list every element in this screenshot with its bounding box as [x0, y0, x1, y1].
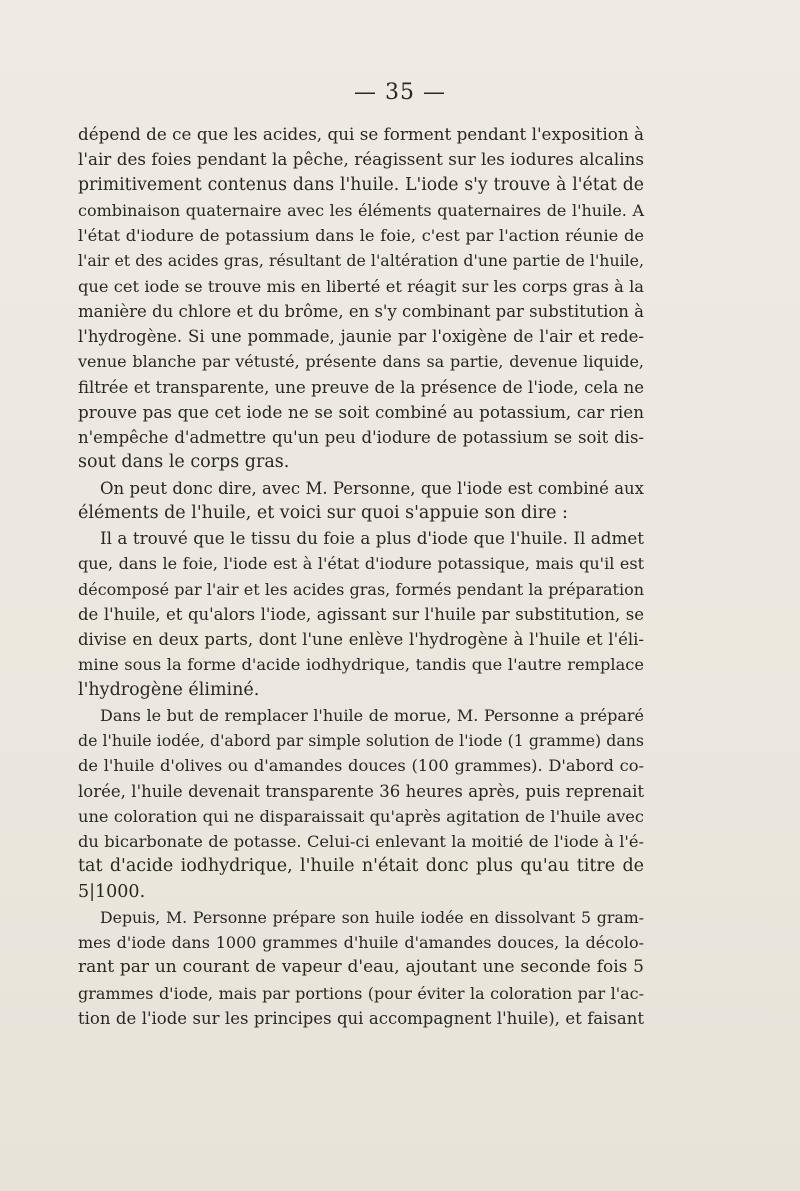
text-line: que cet iode se trouve mis en liberté et réagit sur les corps gras à la	[78, 276, 644, 296]
text-line: l'hydrogène. Si une pommade, jaunie par l'oxigène de l'air et rede-	[78, 327, 644, 346]
text-line: éléments de l'huile, et voici sur quoi s'appuie son dire :	[78, 502, 568, 523]
text-line: On peut donc dire, avec M. Personne, que l'iode est combiné aux	[100, 478, 644, 498]
page-number: — 35 —	[354, 80, 446, 105]
text-line: prouve pas que cet iode ne se soit combiné au potassium, car rien	[78, 401, 644, 422]
text-line: décomposé par l'air et les acides gras, formés pendant la préparation	[78, 579, 644, 599]
text-line: n'empêche d'admettre qu'un peu d'iodure de potassium se soit dis-	[78, 428, 644, 447]
text-line: tion de l'iode sur les principes qui accompagnent l'huile), et faisant	[78, 1008, 644, 1028]
text-line: l'air des foies pendant la pêche, réagissent sur les iodures alcalins	[78, 149, 644, 170]
text-line: que, dans le foie, l'iode est à l'état d'iodure potassique, mais qu'il est	[78, 554, 644, 574]
text-line: Il a trouvé que le tissu du foie a plus d'iode que l'huile. Il admet	[100, 528, 644, 548]
text-line: mes d'iode dans 1000 grammes d'huile d'amandes douces, la décolo-	[78, 933, 644, 952]
text-line: l'hydrogène éliminé.	[78, 679, 260, 700]
text-line: de l'huile iodée, d'abord par simple solution de l'iode (1 gramme) dans	[78, 731, 644, 750]
text-line: 5|1000.	[78, 881, 146, 902]
text-line: une coloration qui ne disparaissait qu'après agitation de l'huile avec	[78, 806, 644, 826]
text-line: l'état d'iodure de potassium dans le foie, c'est par l'action réunie de	[78, 226, 644, 245]
text-line: combinaison quaternaire avec les éléments quaternaires de l'huile. A	[78, 200, 644, 220]
text-line: Depuis, M. Personne prépare son huile iodée en dissolvant 5 gram-	[100, 907, 644, 927]
text-line: divise en deux parts, dont l'une enlève l'hydrogène à l'huile et l'éli-	[78, 630, 644, 649]
text-line: venue blanche par vétusté, présente dans sa partie, devenue liquide,	[78, 352, 644, 372]
text-line: du bicarbonate de potasse. Celui-ci enlevant la moitié de l'iode à l'é-	[78, 832, 644, 851]
text-line: filtrée et transparente, une preuve de la présence de l'iode, cela ne	[78, 377, 644, 397]
text-line: sout dans le corps gras.	[78, 452, 290, 473]
text-line: mine sous la forme d'acide iodhydrique, tandis que l'autre remplace	[78, 655, 644, 675]
text-line: de l'huile d'olives ou d'amandes douces (100 grammes). D'abord co-	[78, 756, 644, 776]
body-text	[78, 122, 644, 1031]
text-line: dépend de ce que les acides, qui se forment pendant l'exposition à	[78, 124, 644, 144]
text-line: lorée, l'huile devenait transparente 36 heures après, puis reprenait	[78, 781, 644, 801]
text-line: rant par un courant de vapeur d'eau, ajoutant une seconde fois 5	[78, 957, 644, 978]
text-line: grammes d'iode, mais par portions (pour éviter la coloration par l'ac-	[78, 983, 644, 1003]
text-line: manière du chlore et du brôme, en s'y combinant par substitution à	[78, 301, 645, 321]
text-line: de l'huile, et qu'alors l'iode, agissant sur l'huile par substitution, se	[78, 604, 644, 624]
text-line: Dans le but de remplacer l'huile de morue, M. Personne a préparé	[100, 705, 644, 725]
text-line: primitivement contenus dans l'huile. L'iode s'y trouve à l'état de	[78, 174, 644, 195]
text-line: tat d'acide iodhydrique, l'huile n'était donc plus qu'au titre de	[78, 856, 644, 877]
text-line: l'air et des acides gras, résultant de l'altération d'une partie de l'huile,	[78, 251, 644, 271]
